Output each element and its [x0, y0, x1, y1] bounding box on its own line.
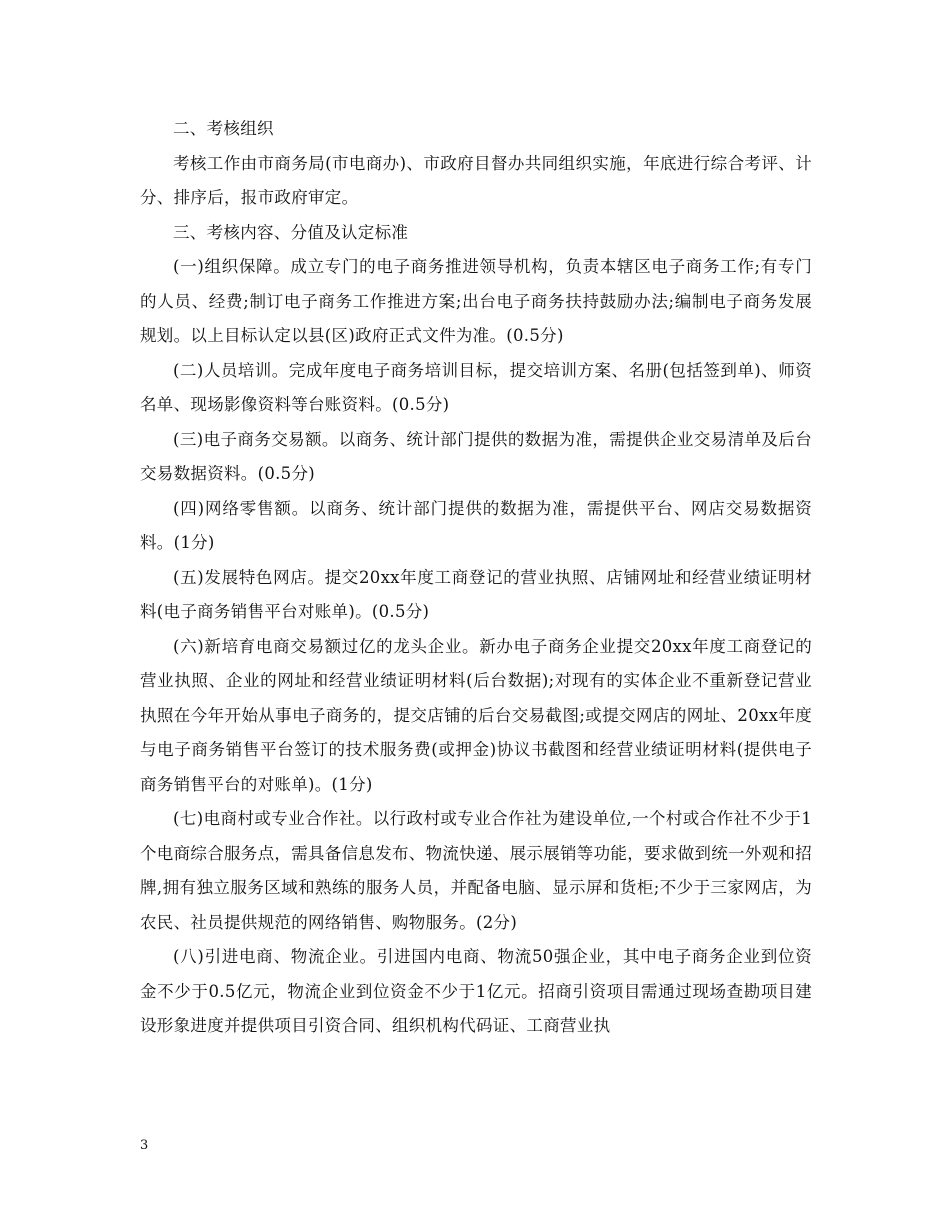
page-number: 3: [140, 1138, 149, 1153]
paragraph-item-2: (二)人员培训。完成年度电子商务培训目标，提交培训方案、名册(包括签到单)、师资名单、现场影像资料等台账资料。(0.5分): [140, 360, 812, 414]
paragraph-item-3: (三)电子商务交易额。以商务、统计部门提供的数据为准，需提供企业交易清单及后台交易数据资料。(0.5分): [140, 429, 812, 483]
document-body: [140, 112, 812, 1044]
paragraph-item-8: (八)引进电商、物流企业。引进国内电商、物流50强企业，其中电子商务企业到位资金不少于0.5亿元，物流企业到位资金不少于1亿元。招商引资项目需通过现场查勘项目建设形象进度并提供项目引资合同、组织机构代码证、工商营业执: [140, 947, 812, 1035]
paragraph-item-7: (七)电商村或专业合作社。以行政村或专业合作社为建设单位,一个村或合作社不少于1个电商综合服务点，需具备信息发布、物流快递、展示展销等功能，要求做到统一外观和招牌,拥有独立服务区域和熟练的服务人员，并配备电脑、显示屏和货柜;不少于三家网店，为农民、社员提供规范的网络销售、购物服务。(2分): [140, 809, 812, 932]
paragraph-item-1: (一)组织保障。成立专门的电子商务推进领导机构，负责本辖区电子商务工作;有专门的人员、经费;制订电子商务工作推进方案;出台电子商务扶持鼓励办法;编制电子商务发展规划。以上目标认定以县(区)政府正式文件为准。(0.5分): [140, 257, 812, 345]
paragraph-organization-body: 考核工作由市商务局(市电商办)、市政府目督办共同组织实施，年底进行综合考评、计分、排序后，报市政府审定。: [140, 153, 812, 207]
paragraph-item-5: (五)发展特色网店。提交20xx年度工商登记的营业执照、店铺网址和经营业绩证明材料(电子商务销售平台对账单)。(0.5分): [140, 567, 812, 621]
paragraph-item-6: (六)新培育电商交易额过亿的龙头企业。新办电子商务企业提交20xx年度工商登记的营业执照、企业的网址和经营业绩证明材料(后台数据);对现有的实体企业不重新登记营业执照在今年开始从事电子商务的，提交店铺的后台交易截图;或提交网店的网址、20xx年度与电子商务销售平台签订的技术服务费(或押金)协议书截图和经营业绩证明材料(提供电子商务销售平台的对账单)。(1分): [140, 636, 812, 794]
paragraph-item-4: (四)网络零售额。以商务、统计部门提供的数据为准，需提供平台、网店交易数据资料。(1分): [140, 498, 812, 552]
section-heading-organization: 二、考核组织: [173, 119, 274, 138]
section-heading-criteria: 三、考核内容、分值及认定标准: [173, 222, 409, 242]
